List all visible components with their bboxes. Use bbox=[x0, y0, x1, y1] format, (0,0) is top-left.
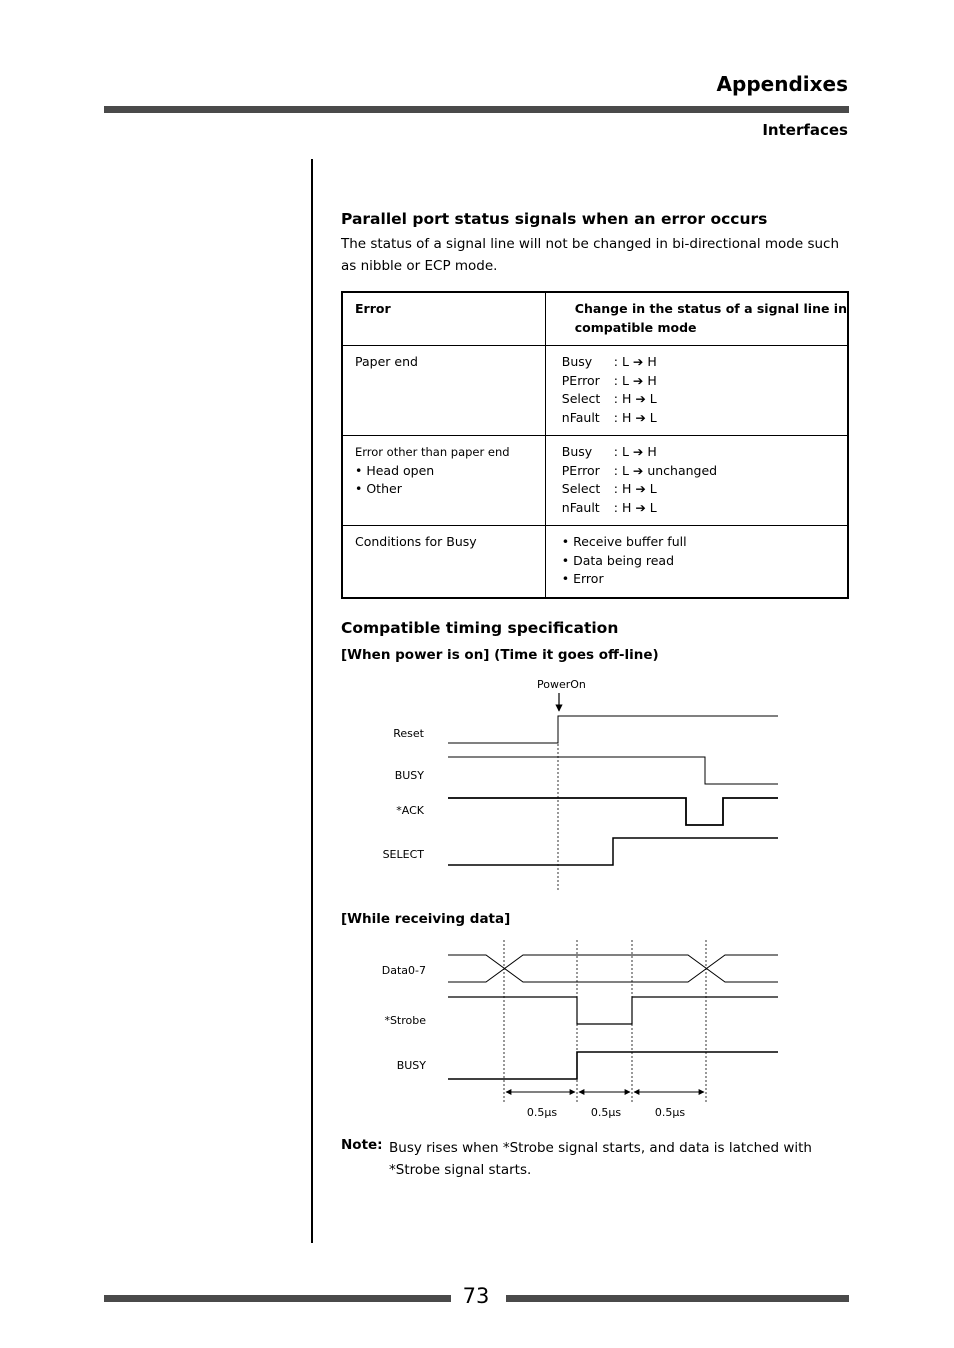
receiving-data-subheading: [While receiving data] bbox=[341, 911, 511, 927]
table-row: Conditions for Busy • Receive buffer full • Data being read • Error bbox=[342, 526, 848, 598]
table-header-change: Change in the status of a signal line in compatible mode bbox=[545, 292, 848, 346]
interval-label: 0.5µs bbox=[590, 1106, 622, 1119]
strobe-waveform bbox=[448, 997, 778, 1024]
signal-label-busy: BUSY bbox=[394, 769, 424, 782]
page-number: 73 bbox=[462, 1284, 490, 1308]
timing-heading: Compatible timing specification bbox=[341, 619, 619, 637]
reset-waveform bbox=[448, 716, 778, 743]
signal-label-data: Data0-7 bbox=[381, 964, 426, 977]
select-waveform bbox=[448, 838, 778, 865]
status-signals-heading: Parallel port status signals when an error occurs bbox=[341, 210, 768, 228]
table-row: Error other than paper end • Head open • Other Busy : L ➔ H PError : L ➔ unchanged Select : H ➔ L nFault : H ➔ L bbox=[342, 436, 848, 526]
signal-label-strobe: *Strobe bbox=[384, 1014, 426, 1027]
subsection-title: Interfaces bbox=[762, 121, 848, 139]
interval-label: 0.5µs bbox=[654, 1106, 686, 1119]
table-header-error: Error bbox=[342, 292, 545, 346]
status-signals-intro: The status of a signal line will not be changed in bi-directional mode such as nibble or ECP mode. bbox=[341, 236, 840, 274]
power-on-diagram bbox=[383, 678, 778, 892]
busy-waveform bbox=[448, 757, 778, 784]
section-title: Appendixes bbox=[716, 72, 848, 96]
signal-label-select: SELECT bbox=[382, 848, 424, 861]
busy-waveform-2 bbox=[448, 1052, 778, 1079]
signal-label-busy-2: BUSY bbox=[396, 1059, 426, 1072]
footer-rule-right bbox=[506, 1295, 849, 1302]
table-row: Paper end Busy : L ➔ H PError : L ➔ H Select : H ➔ L nFault : H ➔ L bbox=[342, 346, 848, 436]
signal-label-ack: *ACK bbox=[396, 804, 424, 817]
interval-label: 0.5µs bbox=[526, 1106, 558, 1119]
signal-label-reset: Reset bbox=[393, 727, 424, 740]
ack-waveform bbox=[448, 798, 778, 825]
note-label: Note: bbox=[341, 1137, 383, 1153]
data-waveform bbox=[448, 955, 778, 982]
note-text: Busy rises when *Strobe signal starts, and data is latched with *Strobe signal starts. bbox=[389, 1140, 812, 1178]
receiving-data-diagram bbox=[382, 940, 778, 1119]
power-on-subheading: [When power is on] (Time it goes off-line) bbox=[341, 647, 659, 663]
footer-rule-left bbox=[104, 1295, 451, 1302]
poweron-label: PowerOn bbox=[537, 678, 586, 691]
